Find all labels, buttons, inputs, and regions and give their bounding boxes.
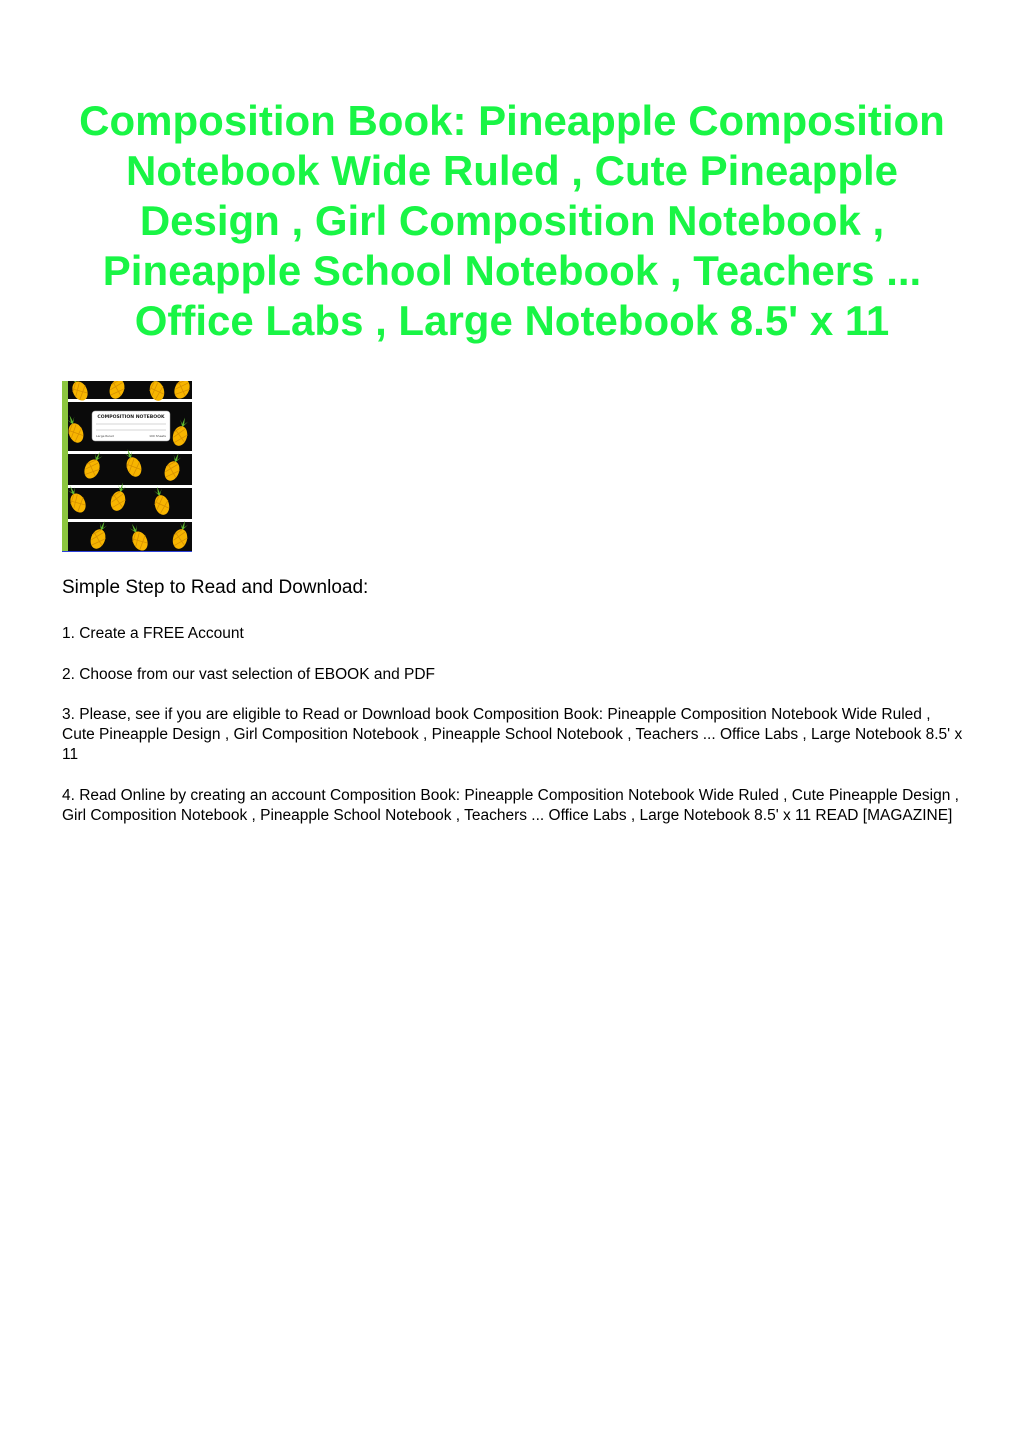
step-2: 2. Choose from our vast selection of EBOOK and PDF [62,666,436,683]
book-cover-link[interactable] [62,381,192,552]
book-cover-image [62,381,192,551]
cover-label: COMPOSITION NOTEBOOK [97,415,165,420]
cover-line-left: Large Ruled [96,434,114,438]
step-1: 1. Create a FREE Account [62,625,244,642]
step-4: 4. Read Online by creating an account Composition Book: Pineapple Composition Notebook Wide Ruled , Cute Pineapple Design , Girl Composition Notebook , Pineapple School Notebook , Teachers ... Office Labs , Large Notebook 8.5' x 11 READ [MAGAZINE] [62,787,959,824]
document-title: Composition Book: Pineapple Composition Notebook Wide Ruled , Cute Pineapple Design , Girl Composition Notebook , Pineapple School Notebook , Teachers ... Office Labs , Large Notebook 8.5' x 11 [79,97,945,344]
steps-heading: Simple Step to Read and Download: [62,577,369,598]
step-3: 3. Please, see if you are eligible to Read or Download book Composition Book: Pineapple Composition Notebook Wide Ruled , Cute Pineapple Design , Girl Composition Notebook , Pineapple School Notebook , Teachers ... Office Labs , Large Notebook 8.5' x 11 [62,706,963,763]
cover-line-right: 100 Sheets [149,434,166,438]
